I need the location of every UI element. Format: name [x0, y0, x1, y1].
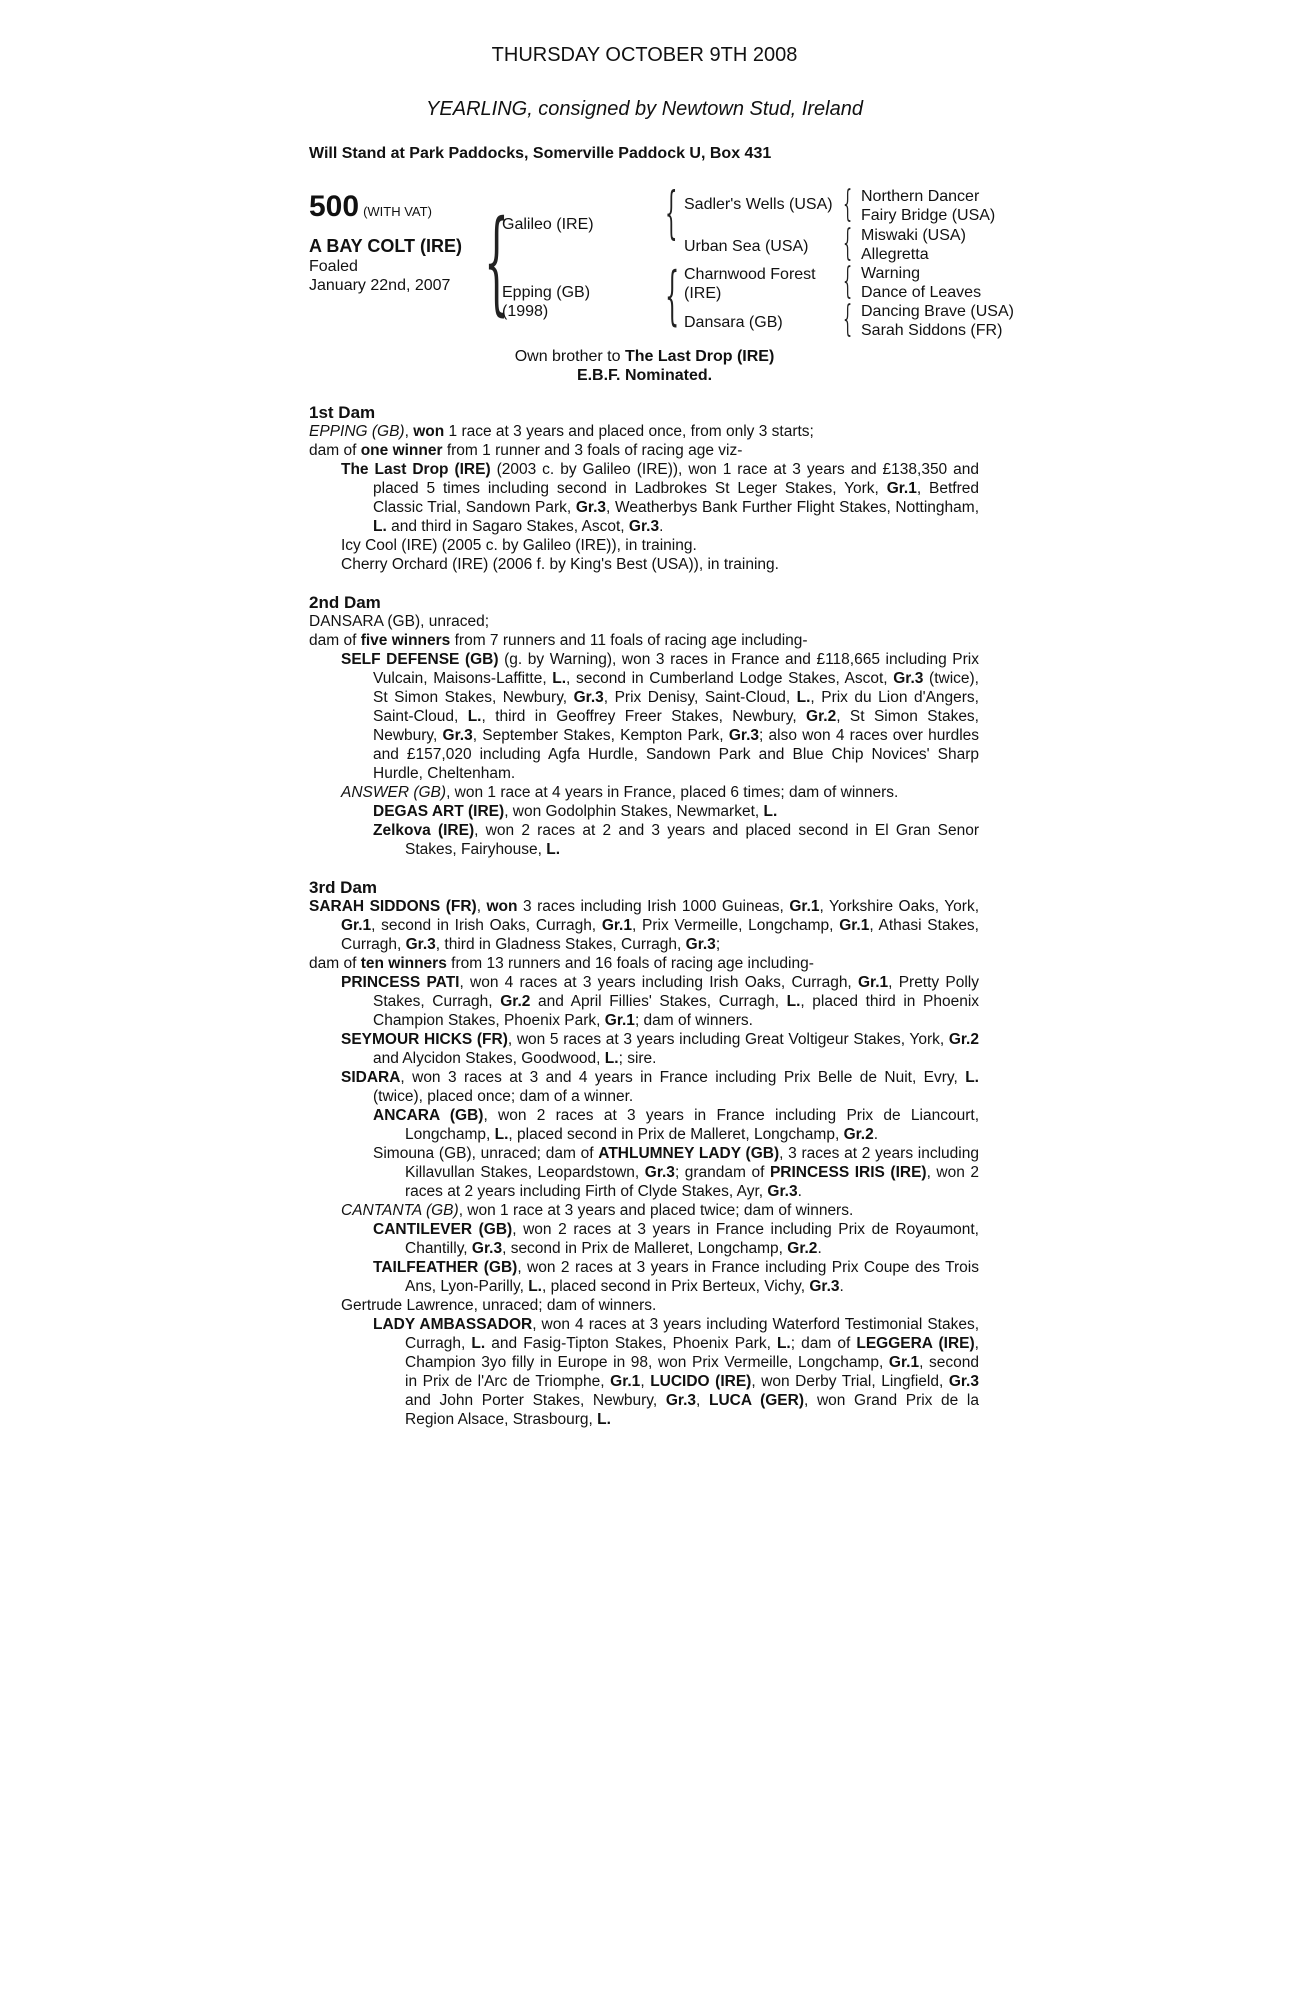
pedigree-brace-6: { [843, 261, 853, 302]
pedigree-brace-7: { [843, 299, 853, 340]
second-dam-para: DANSARA (GB), unraced; [309, 613, 490, 630]
foaled-label: Foaled [309, 258, 358, 275]
pedigree-g4: Allegretta [861, 246, 929, 263]
foaled-date: January 22nd, 2007 [309, 277, 451, 294]
pedigree-sire: Galileo (IRE) [502, 216, 594, 233]
produce-self-defense: SELF DEFENSE (GB) (g. by Warning), won 3 races in France and £118,665 including Prix Vulcain, Maisons-Laffitte, L., second in Cumberland Lodge Stakes, Ascot, Gr.3 (twice), St Simon Stakes, Newbury, Gr.3, Prix Denisy, Saint-Cloud, L., Prix du Lion d'Angers, Saint-Cloud, L., third in Geoffrey Freer Stakes, Newbury, Gr.2, St Simon Stakes, Newbury, Gr.3, September Stakes, Kempton Park, Gr.3; also won 4 races over hurdles and £157,020 including Agfa Hurdle, Sandown Park and Blue Chip Novices' Sharp Hurdle, Cheltenham. [341, 651, 980, 782]
catalogue-body [309, 403, 979, 1429]
ebf-note: E.B.F. Nominated. [576, 367, 713, 384]
pedigree-g7: Dancing Brave (USA) [861, 303, 1014, 320]
third-dam-heading: 3rd Dam [309, 878, 378, 897]
pedigree-brace-1: { [484, 197, 509, 327]
pedigree-brace-4: { [843, 184, 853, 225]
produce-gertrude-lawrence: Gertrude Lawrence, unraced; dam of winners. [341, 1297, 657, 1314]
second-dam-heading: 2nd Dam [309, 593, 381, 612]
produce-cantilever: CANTILEVER (GB), won 2 races at 3 years in France including Prix de Royaumont, Chantilly, Gr.3, second in Prix de Malleret, Longchamp, Gr.2. [373, 1221, 979, 1257]
produce-degas-art: DEGAS ART (IRE), won Godolphin Stakes, Newmarket, L. [373, 803, 778, 820]
pedigree-g5: Warning [861, 265, 920, 282]
produce-zelkova: Zelkova (IRE), won 2 races at 2 and 3 years and placed second in El Gran Senor Stakes, Fairyhouse, L. [373, 822, 979, 858]
consignment-line: YEARLING, consigned by Newtown Stud, Ireland [426, 98, 863, 120]
produce-sidara: SIDARA, won 3 races at 3 and 4 years in France including Prix Belle de Nuit, Evry, L. (twice), placed once; dam of a winner. [341, 1069, 979, 1105]
pedigree-dam-year: (1998) [502, 303, 549, 320]
second-dam-produce: dam of five winners from 7 runners and 11 foals of racing age including- [309, 632, 808, 649]
lot-name: A BAY COLT (IRE) [309, 236, 463, 256]
produce-lady-ambassador: LADY AMBASSADOR, won 4 races at 3 years including Waterford Testimonial Stakes, Curragh, L. and Fasig-Tipton Stakes, Phoenix Park, L.; dam of LEGGERA (IRE), Champion 3yo filly in Europe in 98, won Prix Vermeille, Longchamp, Gr.1, second in Prix de l'Arc de Triomphe, Gr.1, LUCIDO (IRE), won Derby Trial, Lingfield, Gr.3 and John Porter Stakes, Newbury, Gr.3, LUCA (GER), won Grand Prix de la Region Alsace, Strasbourg, L. [373, 1316, 980, 1428]
produce-answer: ANSWER (GB), won 1 race at 4 years in France, placed 6 times; dam of winners. [341, 784, 899, 801]
first-dam-heading: 1st Dam [309, 403, 376, 422]
third-dam-produce: dam of ten winners from 13 runners and 16 foals of racing age including- [309, 955, 814, 972]
pedigree-sire-sire: Sadler's Wells (USA) [684, 196, 833, 213]
pedigree-brace-3: { [665, 259, 680, 333]
pedigree-g1: Northern Dancer [861, 188, 980, 205]
lot-number: 500 (WITH VAT) [309, 190, 432, 223]
produce-princess-pati: PRINCESS PATI, won 4 races at 3 years including Irish Oaks, Curragh, Gr.1, Pretty Polly Stakes, Curragh, Gr.2 and April Fillies' Stakes, Curragh, L., placed third in Phoenix Champion Stakes, Phoenix Park, Gr.1; dam of winners. [341, 974, 980, 1029]
pedigree-brace-2: { [665, 181, 678, 246]
produce-cantanta: CANTANTA (GB), won 1 race at 3 years and placed twice; dam of winners. [341, 1202, 854, 1219]
pedigree-damsire-line2: (IRE) [684, 285, 722, 302]
pedigree-sire-dam: Urban Sea (USA) [684, 238, 809, 255]
produce-last-drop: The Last Drop (IRE) (2003 c. by Galileo (IRE)), won 1 race at 3 years and £138,350 and placed 5 times including second in Ladbrokes St Leger Stakes, York, Gr.1, Betfred Classic Trial, Sandown Park, Gr.3, Weatherbys Bank Further Flight Stakes, Nottingham, L. and third in Sagaro Stakes, Ascot, Gr.3. [341, 461, 980, 535]
produce-cherry-orchard: Cherry Orchard (IRE) (2006 f. by King's Best (USA)), in training. [341, 556, 779, 573]
pedigree-g2: Fairy Bridge (USA) [861, 207, 996, 224]
pedigree-g6: Dance of Leaves [861, 284, 982, 301]
produce-seymour-hicks: SEYMOUR HICKS (FR), won 5 races at 3 years including Great Voltigeur Stakes, York, Gr.2 and Alycidon Stakes, Goodwood, L.; sire. [341, 1031, 979, 1067]
produce-simouna: Simouna (GB), unraced; dam of ATHLUMNEY LADY (GB), 3 races at 2 years including Killavullan Stakes, Leopardstown, Gr.3; grandam of PRINCESS IRIS (IRE), won 2 races at 2 years including Firth of Clyde Stakes, Ayr, Gr.3. [373, 1145, 980, 1200]
third-dam-para: SARAH SIDDONS (FR), won 3 races including Irish 1000 Guineas, Gr.1, Yorkshire Oaks, York, Gr.1, second in Irish Oaks, Curragh, Gr.1, Prix Vermeille, Longchamp, Gr.1, Athasi Stakes, Curragh, Gr.3, third in Gladness Stakes, Curragh, Gr.3; [309, 898, 979, 953]
pedigree-dam-dam: Dansara (GB) [684, 314, 783, 331]
first-dam-produce: dam of one winner from 1 runner and 3 foals of racing age viz- [309, 442, 743, 459]
pedigree-g3: Miswaki (USA) [861, 227, 966, 244]
produce-icy-cool: Icy Cool (IRE) (2005 c. by Galileo (IRE)), in training. [341, 537, 697, 554]
produce-ancara: ANCARA (GB), won 2 races at 3 years in France including Prix de Liancourt, Longchamp, L., placed second in Prix de Malleret, Longchamp, Gr.2. [373, 1107, 980, 1143]
vat-note: (WITH VAT) [363, 204, 432, 219]
pedigree-dam: Epping (GB) [502, 284, 591, 301]
sale-date: THURSDAY OCTOBER 9TH 2008 [491, 44, 798, 66]
produce-tailfeather: TAILFEATHER (GB), won 2 races at 3 years in France including Prix Coupe des Trois Ans, Lyon-Parilly, L., placed second in Prix Berteux, Vichy, Gr.3. [373, 1259, 979, 1295]
pedigree-g8: Sarah Siddons (FR) [861, 322, 1003, 339]
pedigree-brace-5: { [843, 223, 853, 264]
first-dam-para: EPPING (GB), won 1 race at 3 years and placed once, from only 3 starts; [309, 423, 814, 440]
pedigree-damsire-line1: Charnwood Forest [684, 266, 816, 283]
own-brother-name: The Last Drop (IRE) [624, 348, 775, 365]
stand-location: Will Stand at Park Paddocks, Somerville Paddock U, Box 431 [309, 145, 772, 162]
own-brother-note: Own brother to The Last Drop (IRE) [514, 348, 775, 365]
